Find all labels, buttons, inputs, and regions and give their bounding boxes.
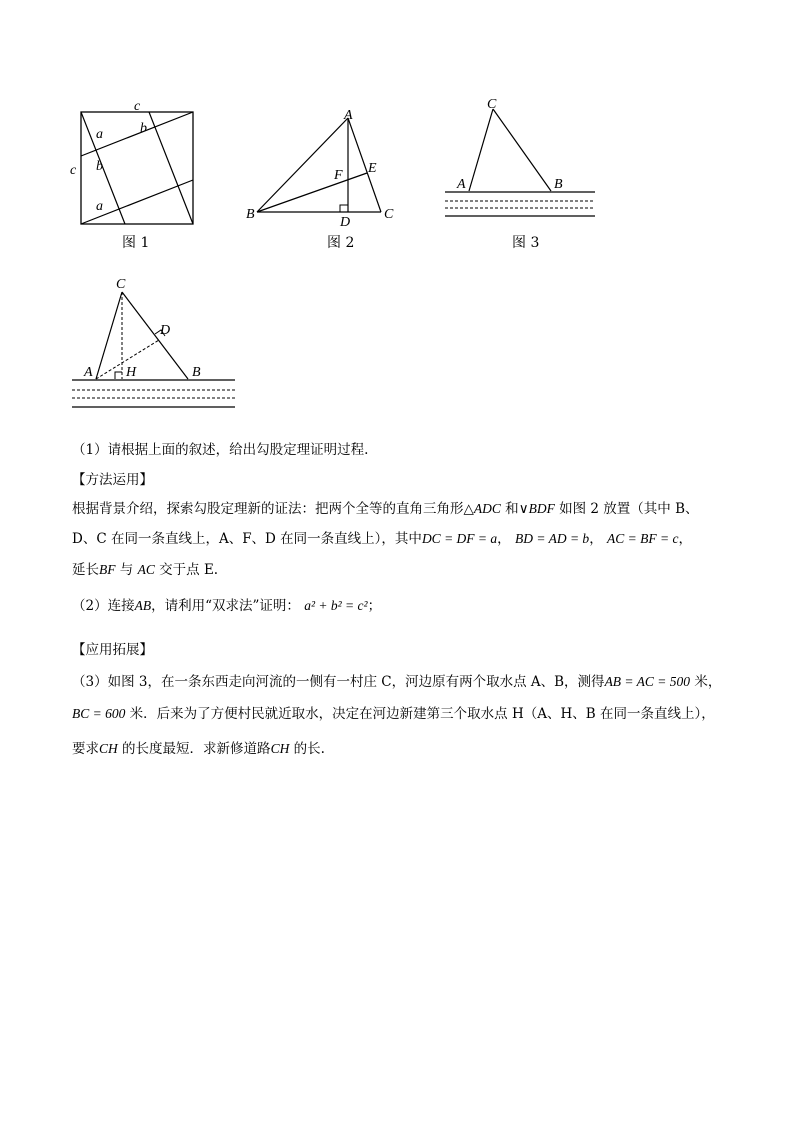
fig4-label-B: B [192,365,201,380]
method-text-5: 与 [115,562,138,578]
figure-3-diagram [443,95,603,225]
separator: ， [589,531,603,547]
q2-middle: ，请利用“双求法”证明： [151,598,300,614]
figure-3-caption: 图 3 [512,235,540,251]
method-text-6: 交于点 E. [154,562,219,578]
pythagorean-formula: a² + b² = c² [304,598,368,613]
q3-text-3b: 的长度最短．求新修道路 [117,741,271,757]
q3-text-3a: 要求 [72,741,99,757]
figure-2-diagram [240,105,405,230]
method-and: 和 [500,501,519,517]
figure-4 [70,272,240,412]
q3-text-3c: 的长. [289,741,325,757]
method-text-3: D、C 在同一条直线上，A、F、D 在同一条直线上），其中 [72,531,422,547]
fig2-label-F: F [334,168,343,183]
segment-ch-2: CH [270,741,290,756]
apply-heading: 【应用拓展】 [72,642,153,658]
segment-ch: CH [99,741,118,756]
fig2-label-E: E [368,161,377,176]
figure-2 [240,105,405,230]
figure-1-caption: 图 1 [122,235,150,251]
fig2-label-D: D [340,215,351,230]
equation-bd-ad: BD = AD = b [514,531,590,546]
fig1-label-b-left: b [96,159,103,174]
fig3-label-C: C [487,97,497,112]
fig2-label-A: A [344,108,353,123]
question-3-line-3 [72,737,325,757]
fig1-label-left-c: c [70,163,77,178]
triangle-bdf: ∨BDF [518,501,555,516]
q3-text-1: （3）如图 3，在一条东西走向河流的一侧有一村庄 C，河边原有两个取水点 A、B，测得 [72,674,605,690]
equation-ab-ac: AB = AC = 500 [604,674,691,689]
separator: ， [497,531,511,547]
segment-ac: AC [137,562,155,577]
fig4-label-A: A [84,365,93,380]
equation-bc: BC = 600 [72,706,126,721]
equation-dc-df: DC = DF = a [421,531,498,546]
method-text-1: 根据背景介绍，探索勾股定理新的证法：把两个全等的直角三角形 [72,501,464,517]
figure-4-diagram [70,272,240,412]
segment-ab: AB [134,598,152,613]
fig1-label-b-top: b [140,121,147,136]
question-2 [72,594,381,614]
figure-2-caption: 图 2 [327,235,355,251]
fig3-label-A: A [457,177,466,192]
method-text-2: 如图 2 放置（其中 B、 [554,501,699,517]
q2-prefix: （2）连接 [72,598,135,614]
question-1: （1）请根据上面的叙述，给出勾股定理证明过程. [72,442,369,458]
method-line-2 [72,527,692,547]
method-heading: 【方法运用】 [72,472,153,488]
fig4-label-D: D [160,323,171,338]
question-3-line-2 [72,702,715,722]
fig3-label-B: B [554,177,563,192]
figure-1 [68,98,208,233]
separator: ， [678,531,692,547]
fig1-label-top-c: c [134,99,141,114]
method-line-1 [72,497,699,517]
fig4-label-C: C [116,277,126,292]
fig2-label-C: C [384,207,394,222]
equation-ac-bf: AC = BF = c [606,531,679,546]
triangle-adc: △ADC [463,501,501,516]
fig2-label-B: B [246,207,255,222]
question-3-line-1 [72,670,721,690]
figure-3 [443,95,603,225]
figure-1-diagram [68,98,208,233]
method-text-4: 延长 [72,562,99,578]
segment-bf: BF [99,562,116,577]
method-line-3 [72,558,218,578]
fig1-label-a-bottom: a [96,199,103,214]
q3-text-2: 米．后来为了方便村民就近取水，决定在河边新建第三个取水点 H（A、H、B 在同一条直线上）， [125,706,715,722]
q3-text-1b: 米， [690,674,722,690]
fig4-label-H: H [126,365,137,380]
q2-end: ； [367,598,382,614]
fig1-label-a-top: a [96,127,103,142]
